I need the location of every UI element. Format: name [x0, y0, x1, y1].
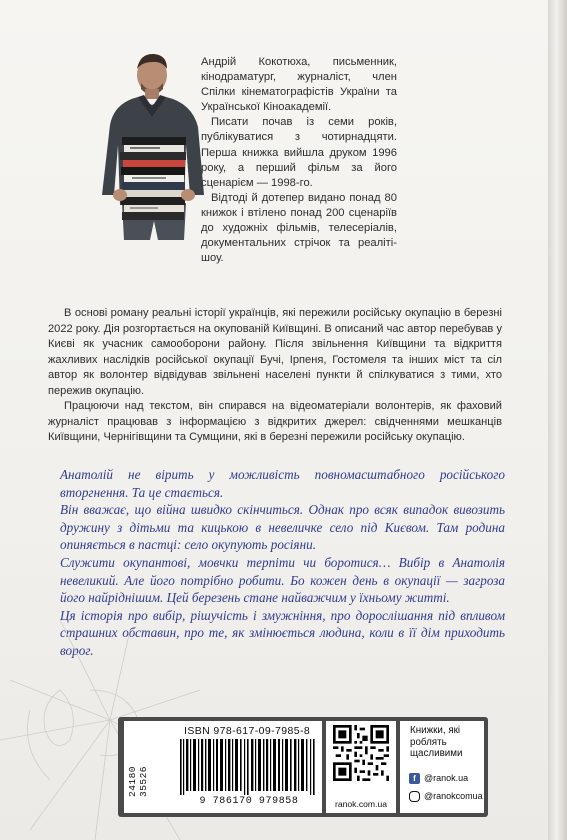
facebook-handle: @ranok.ua — [424, 773, 469, 783]
author-bio — [201, 55, 397, 266]
teaser-paragraph: Служити окупантові, мовчки терпіти чи боротися… Вибір в Анатолія невеликий. Але його потрібно робити. Бо кожен день в окупації — загроза його найріднішим. Цей березень стане найважчим у їхньому житті. — [60, 554, 505, 606]
qr-code-icon[interactable] — [333, 725, 389, 781]
barcode-digits: 9 786170 979858 — [199, 796, 299, 807]
bio-paragraph: Відтоді й дотепер видано понад 80 книжок і втілено понад 200 сценаріїв до художніх фільмів, телесеріалів, документальних стрічок та реаліті-шоу. — [201, 191, 397, 265]
publisher-slogan: Книжки, які роблять щасливими — [410, 725, 463, 759]
teaser-paragraph: Ця історія про вибір, рішучість і змужніння, про дорослішання під впливом страшних обставин, про те, як змінюється людина, коли в її дім приходить ворог. — [60, 607, 505, 658]
facebook-icon: f — [409, 773, 420, 784]
instagram-link[interactable] — [409, 789, 484, 803]
barcode-icon — [180, 739, 318, 795]
book-stack-illustration — [120, 137, 186, 220]
facebook-link[interactable] — [409, 771, 484, 785]
teaser-paragraph: Він вважає, що війна швидко скінчиться. Однак про всяк випадок вивозить дружину з дітьми та кицькою в невеличке село під Києвом. Там родина опиняється в пастці: село окупують росіяни. — [60, 502, 505, 553]
synopsis-paragraph: Працюючи над текстом, він спирався на відеоматеріали волонтерів, як фаховий журналіст працював з інформацією з відкритих джерел: свідченнями мешканців Київщини, Чернігівщини та Сумщини, які в березні пережили російську окупацію. — [48, 400, 502, 443]
bio-paragraph: Андрій Кокотюха, письменник, кінодраматург, журналіст, член Спілки кінематографістів України та Української Кіноакадемії. — [201, 56, 397, 114]
instagram-icon — [409, 791, 420, 802]
publisher-promo-block — [400, 721, 484, 813]
publisher-url[interactable]: ranok.com.ua — [334, 799, 388, 809]
synopsis-paragraph: В основі роману реальні історії українців, які пережили російську окупацію в березні 2022 року. Дія розгортається на окупованій Київщині. В описаний час автор перебував у Києві як учасник самооборони району. Після звільнення Київщини та відкриття жахливих наслідків російської окупації Бучі, Ірпеня, Гостомеля та інших міст та сіл автор як волонтер відвідував звільнені населені пункти й спілкуватися з тими, хто пережив окупацію. — [48, 307, 502, 397]
teaser-paragraph: Анатолій не вірить у можливість повномасштабного російського вторгнення. Та це стається. — [60, 467, 505, 500]
bio-paragraph: Писати почав із семи років, публікуватися з чотирнадцяти. Перша книжка вийшла друком 1996 року, а перший фільм за його сценарієм — 1998-го. — [201, 116, 397, 189]
isbn-label: ISBN 978-617-09-7985-8 — [184, 725, 311, 737]
barcode-side-number: 24180 35526 — [127, 765, 149, 797]
barcode-block — [124, 721, 322, 813]
qr-block — [326, 721, 396, 813]
instagram-handle: @ranokcomua — [424, 791, 483, 801]
book-spine-edge — [548, 0, 567, 840]
book-synopsis — [48, 306, 502, 446]
